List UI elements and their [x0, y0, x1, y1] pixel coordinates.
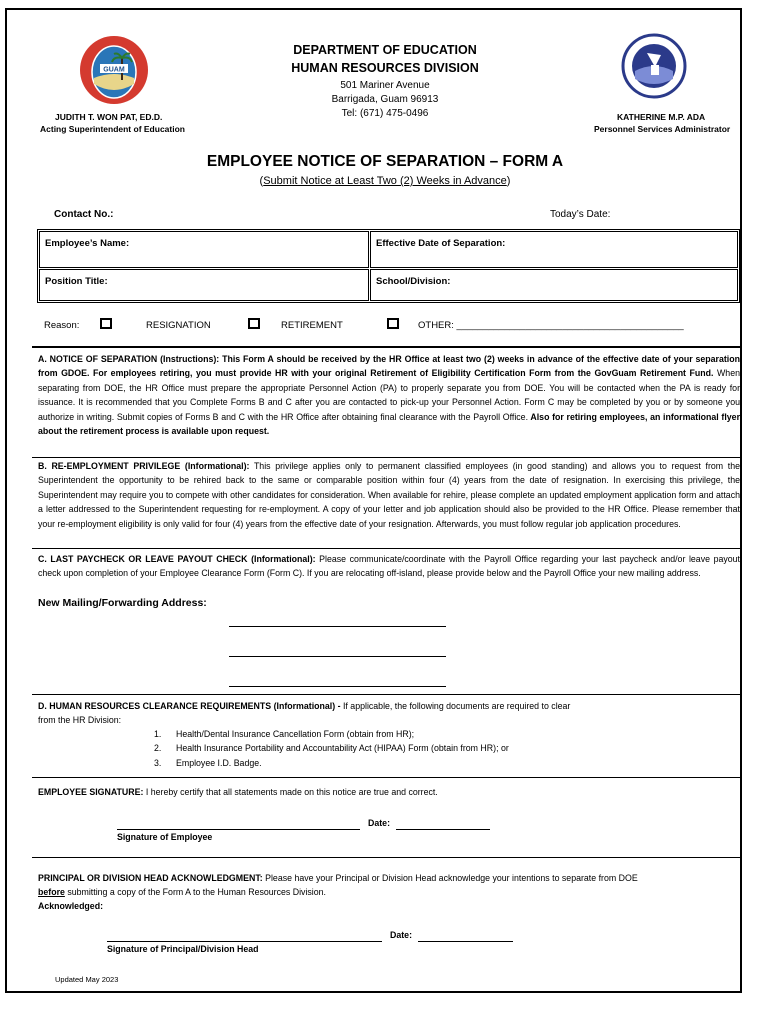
other-checkbox[interactable] [387, 318, 399, 329]
list-item: 1. Health/Dental Insurance Cancellation Form (obtain from HR); [154, 729, 415, 739]
address-line-2: Barrigada, Guam 96913 [331, 94, 439, 105]
divider [32, 457, 742, 458]
employee-signature-statement: EMPLOYEE SIGNATURE: I hereby certify that all statements made on this notice are true and correct. [38, 787, 438, 797]
ack-statement: PRINCIPAL OR DIVISION HEAD ACKNOWLEDGMENT: Please have your Principal or Division Head acknowledge your intentions to separate from DOE [38, 873, 638, 883]
reason-label: Reason: [44, 320, 80, 331]
address-line-1: 501 Mariner Avenue [340, 80, 430, 91]
address-line-field-1[interactable] [229, 626, 446, 627]
resignation-label: RESIGNATION [146, 320, 211, 331]
section-d-continued: from the HR Division: [38, 715, 122, 725]
principal-signature-label: Signature of Principal/Division Head [107, 944, 259, 954]
principal-signature-line[interactable] [107, 941, 382, 942]
retirement-label: RETIREMENT [281, 320, 343, 331]
divider [32, 346, 742, 348]
divider [32, 857, 742, 858]
list-item: 2. Health Insurance Portability and Accountability Act (HIPAA) Form (obtain from HR); or [154, 743, 509, 754]
employee-name-field[interactable]: Employee’s Name: [39, 231, 369, 268]
acknowledged-label: Acknowledged: [38, 901, 104, 911]
employee-date-label: Date: [368, 818, 390, 828]
address-line-field-3[interactable] [229, 686, 446, 687]
doe-seal-icon [621, 33, 687, 99]
divider [32, 777, 742, 778]
resignation-checkbox[interactable] [100, 318, 112, 329]
administrator-name: KATHERINE M.P. ADA [617, 112, 706, 122]
superintendent-title: Acting Superintendent of Education [40, 124, 185, 134]
effective-date-field[interactable]: Effective Date of Separation: [370, 231, 738, 268]
divider [32, 694, 742, 695]
employee-date-line[interactable] [396, 829, 490, 830]
telephone: Tel: (671) 475-0496 [341, 108, 429, 119]
guam-seal-icon [78, 34, 150, 106]
principal-date-label: Date: [390, 930, 412, 940]
section-a: A. NOTICE OF SEPARATION (Instructions): This Form A should be received by the HR Office at least two (2) weeks in advance of the effective date of your separation from GDOE. For employees retiring, you must provide HR with your original Retirement of Eligibility Certification Form from the GovGuam Retirement Fund. When separating from DOE, the HR Office must prepare the appropriate Personnel Action (PA) to properly separate you from DOE. You will be contacted when the PA is ready for issuance. It is recommended that you Complete Forms B and C after you are contacted to pick-up your Personnel Action. Form C may be completed by you or by someone you authorize in writing. Submit copies of Forms B and C with the HR Office after obtaining final clearance with the Payroll Office. Also for retiring employees, an informational flyer about the retirement process is available upon request. [38, 354, 740, 437]
department-title: DEPARTMENT OF EDUCATION [293, 43, 477, 57]
principal-date-line[interactable] [418, 941, 513, 942]
ack-statement-continued: before submitting a copy of the Form A to the Human Resources Division. [38, 887, 326, 897]
todays-date-label: Today’s Date: [550, 209, 611, 220]
contact-label: Contact No.: [54, 209, 114, 220]
updated-date: Updated May 2023 [55, 975, 119, 984]
employee-signature-label: Signature of Employee [117, 832, 213, 842]
clearance-list [154, 727, 509, 770]
list-item: 3. Employee I.D. Badge. [154, 757, 262, 768]
form-subtitle: (Submit Notice at Least Two (2) Weeks in Advance) [259, 175, 511, 187]
employee-signature-line[interactable] [117, 829, 360, 830]
superintendent-name: JUDITH T. WON PAT, ED.D. [55, 112, 163, 122]
school-division-field[interactable]: School/Division: [370, 269, 738, 301]
form-title: EMPLOYEE NOTICE OF SEPARATION – FORM A [206, 153, 564, 170]
svg-text:GUAM: GUAM [103, 66, 125, 74]
section-c: C. LAST PAYCHECK OR LEAVE PAYOUT CHECK (Informational): Please communicate/coordinate with the Payroll Office regarding your last paycheck and/or leave payout check upon completion of your Employee Clearance Form (Form C). If you are relocating off-island, please provide below and the Payroll Office your new mailing address. [38, 554, 740, 579]
administrator-title: Personnel Services Administrator [594, 124, 731, 134]
address-line-field-2[interactable] [229, 656, 446, 657]
division-title: HUMAN RESOURCES DIVISION [291, 61, 479, 75]
section-b: B. RE-EMPLOYMENT PRIVILEGE (Informational): This privilege applies only to permanent classified employees (in good standing) and allows you to request from the Superintendent the opportunity to be rehired back to the same or comparable position within four (4) years from the date of resignation. In exercising this privilege, the Superintendent may require you to compete with other candidates for consideration. When available for rehire, please complete an updated employment application form and attach a letter addressed to the Superintendent requesting for re-employment. A copy of your letter and job application should also be provided to the HR Office. Please remember that your re-employment eligibility is only valid for four (4) years from the effective date of your resignation. Afterwards, you must follow regular job application procedures. [38, 461, 741, 529]
other-field[interactable]: OTHER: ___________________________________________ [418, 320, 684, 331]
new-address-label: New Mailing/Forwarding Address: [38, 597, 207, 609]
position-title-field[interactable]: Position Title: [39, 269, 369, 301]
divider [32, 548, 742, 549]
section-d: D. HUMAN RESOURCES CLEARANCE REQUIREMENTS (Informational) - If applicable, the following documents are required to clear [38, 701, 571, 711]
retirement-checkbox[interactable] [248, 318, 260, 329]
